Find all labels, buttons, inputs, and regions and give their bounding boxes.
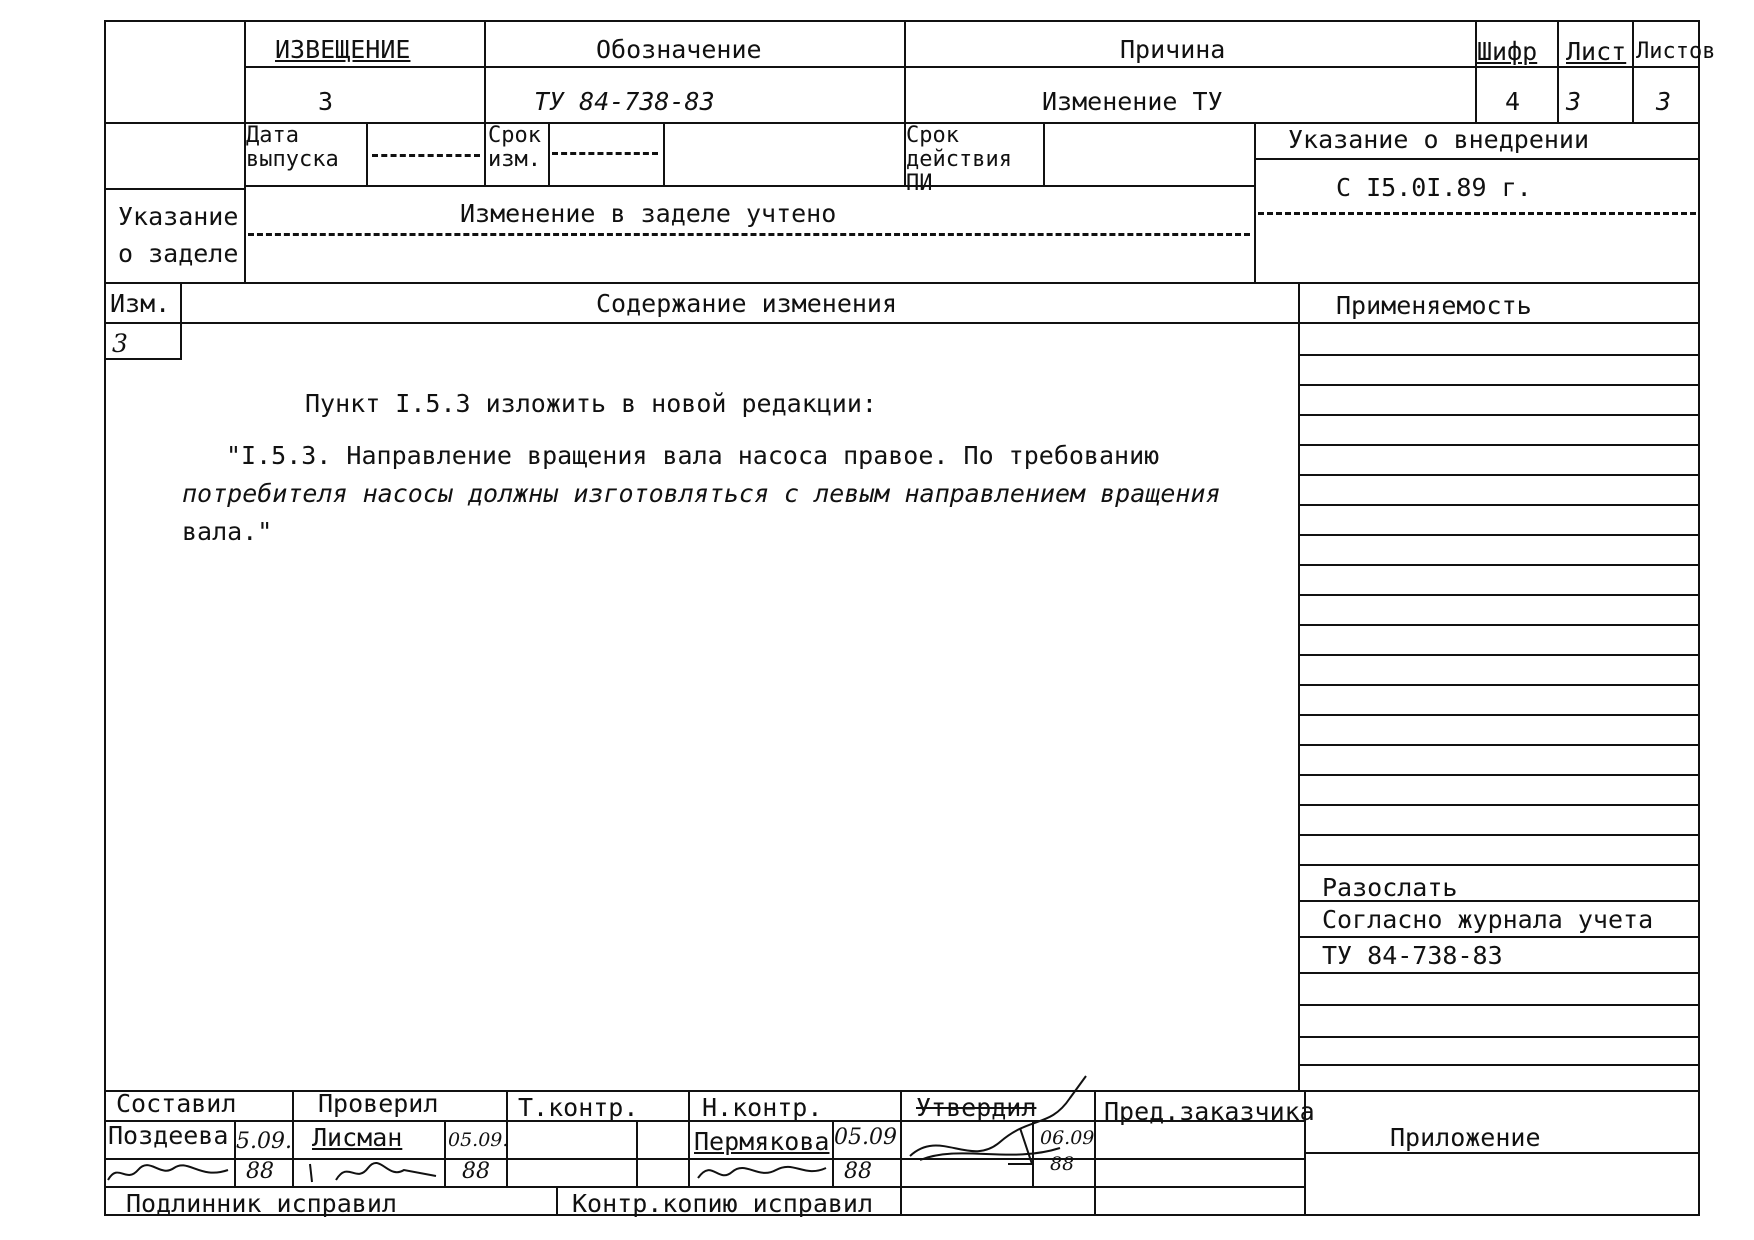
ncontrol-label: Н.контр. — [702, 1093, 823, 1122]
notice-label: ИЗВЕЩЕНИЕ — [275, 35, 411, 64]
ncontrol-signature — [692, 1158, 832, 1188]
sig-div-9 — [1094, 1090, 1096, 1216]
appl-line — [1298, 594, 1700, 596]
tcontrol-label: Т.контр. — [518, 1093, 639, 1122]
sig-div-1 — [292, 1090, 294, 1186]
compiled-name: Поздеева — [108, 1121, 229, 1150]
sheets-label: Листов — [1636, 39, 1716, 64]
appl-line — [1298, 654, 1700, 656]
checked-name: Лисман — [312, 1123, 403, 1152]
impl-header-line — [1254, 158, 1700, 160]
row2-line — [244, 185, 1254, 187]
distribution-line-2: ТУ 84-738-83 — [1322, 941, 1503, 970]
compiled-signature — [104, 1158, 234, 1188]
appl-line — [1298, 972, 1700, 974]
code-label: Шифр — [1477, 37, 1538, 66]
implementation-value: С I5.0I.89 г. — [1336, 173, 1532, 202]
appl-line — [1298, 504, 1700, 506]
appl-line — [1298, 474, 1700, 476]
validity-label: Срок действия ПИ — [906, 123, 1012, 196]
appl-line — [1298, 804, 1700, 806]
appl-line — [1298, 564, 1700, 566]
appl-line — [1298, 936, 1700, 938]
sig-div-5 — [688, 1090, 690, 1186]
backlog-label: Указание о заделе — [118, 202, 239, 268]
appl-line — [1298, 714, 1700, 716]
appl-line — [1298, 1064, 1700, 1066]
sig-div-2 — [444, 1120, 446, 1186]
checked-signature — [296, 1158, 442, 1188]
change-number: 3 — [112, 329, 128, 358]
appl-line — [1298, 534, 1700, 536]
copy-label: Контр.копию исправил — [572, 1189, 874, 1218]
appl-line — [1298, 1004, 1700, 1006]
header-divider-3 — [904, 20, 906, 122]
appl-line — [1298, 684, 1700, 686]
sig-div-11 — [556, 1186, 558, 1216]
checked-date-1: 05.09. — [448, 1129, 509, 1151]
header-divider-6 — [1632, 20, 1634, 122]
backlog-value: Изменение в заделе учтено — [460, 199, 837, 228]
implementation-dash — [1258, 212, 1696, 215]
appl-line — [1298, 384, 1700, 386]
distribution-label: Разослать — [1322, 873, 1458, 902]
appl-line — [1298, 1036, 1700, 1038]
customer-label: Пред.заказчика — [1104, 1097, 1315, 1126]
paragraph-line-2: потребителя насосы должны изготовляться с левым направлением вращения — [182, 479, 1221, 508]
appendix-label: Приложение — [1390, 1123, 1541, 1152]
issue-date-label: Дата выпуска — [246, 123, 339, 172]
row2-div-4 — [548, 122, 550, 185]
paragraph-line-1: "I.5.3. Направление вращения вала насоса правое. По требованию — [226, 441, 1160, 470]
appl-line — [1298, 624, 1700, 626]
sig-div-4 — [636, 1120, 638, 1186]
sheets-value: 3 — [1656, 87, 1672, 116]
ncontrol-date-2: 88 — [844, 1159, 872, 1184]
appl-line — [1298, 414, 1700, 416]
compiled-label: Составил — [116, 1089, 237, 1118]
content-header-line — [104, 322, 1700, 324]
paragraph-heading: Пункт I.5.3 изложить в новой редакции: — [305, 389, 877, 418]
appl-line — [1298, 744, 1700, 746]
compiled-date-1: 5.09. — [236, 1129, 292, 1154]
reason-label: Причина — [1120, 35, 1226, 64]
ncontrol-name: Пермякова — [694, 1127, 830, 1156]
approved-label: Утвердил — [916, 1093, 1037, 1122]
appl-line — [1298, 354, 1700, 356]
change-term-label: Срок изм. — [488, 123, 541, 172]
applicability-label: Применяемость — [1336, 291, 1532, 320]
appl-line — [1298, 444, 1700, 446]
applicability-divider — [1298, 282, 1300, 1090]
code-value: 4 — [1505, 87, 1521, 116]
designation-value: ТУ 84-738-83 — [534, 87, 715, 116]
backlog-dash — [248, 233, 1250, 236]
change-col-label: Изм. — [110, 289, 171, 318]
appl-line — [1298, 864, 1700, 866]
change-term-dash — [552, 152, 658, 155]
issue-date-dash — [372, 154, 480, 157]
header-divider-1 — [244, 20, 246, 122]
header-divider-4 — [1475, 20, 1477, 122]
change-col-divider — [180, 282, 182, 360]
row2-div-2 — [366, 122, 368, 185]
checked-label: Проверил — [318, 1089, 439, 1118]
row2-div-3 — [484, 122, 486, 185]
implementation-label: Указание о внедрении — [1288, 125, 1590, 154]
paragraph-line-3: вала." — [182, 517, 273, 546]
approved-date-2: 88 — [1050, 1153, 1075, 1175]
header-mid-line — [244, 66, 1700, 68]
row2-div-8 — [1254, 122, 1256, 282]
approved-signature — [900, 1068, 1090, 1178]
distribution-line-1: Согласно журнала учета — [1322, 905, 1654, 934]
row2-div-7 — [1043, 122, 1045, 185]
header-divider-5 — [1557, 20, 1559, 122]
header-divider-2 — [484, 20, 486, 122]
backlog-bottom-line — [104, 282, 1700, 284]
notice-number: 3 — [318, 87, 334, 116]
approved-date-1: 06.09 — [1040, 1127, 1095, 1149]
original-label: Подлинник исправил — [126, 1189, 397, 1218]
appl-line — [1298, 834, 1700, 836]
change-col-bottom — [104, 358, 182, 360]
reason-value: Изменение ТУ — [1042, 87, 1223, 116]
sheet-value: 3 — [1566, 87, 1582, 116]
sheet-label: Лист — [1566, 37, 1627, 66]
ncontrol-date-1: 05.09 — [834, 1125, 897, 1150]
appendix-line — [1304, 1152, 1700, 1154]
designation-label: Обозначение — [596, 35, 762, 64]
checked-date-2: 88 — [462, 1159, 490, 1184]
content-label: Содержание изменения — [596, 289, 898, 318]
row2-div-5 — [663, 122, 665, 185]
compiled-date-2: 88 — [246, 1159, 274, 1184]
appl-line — [1298, 774, 1700, 776]
backlog-left-top — [104, 188, 244, 190]
